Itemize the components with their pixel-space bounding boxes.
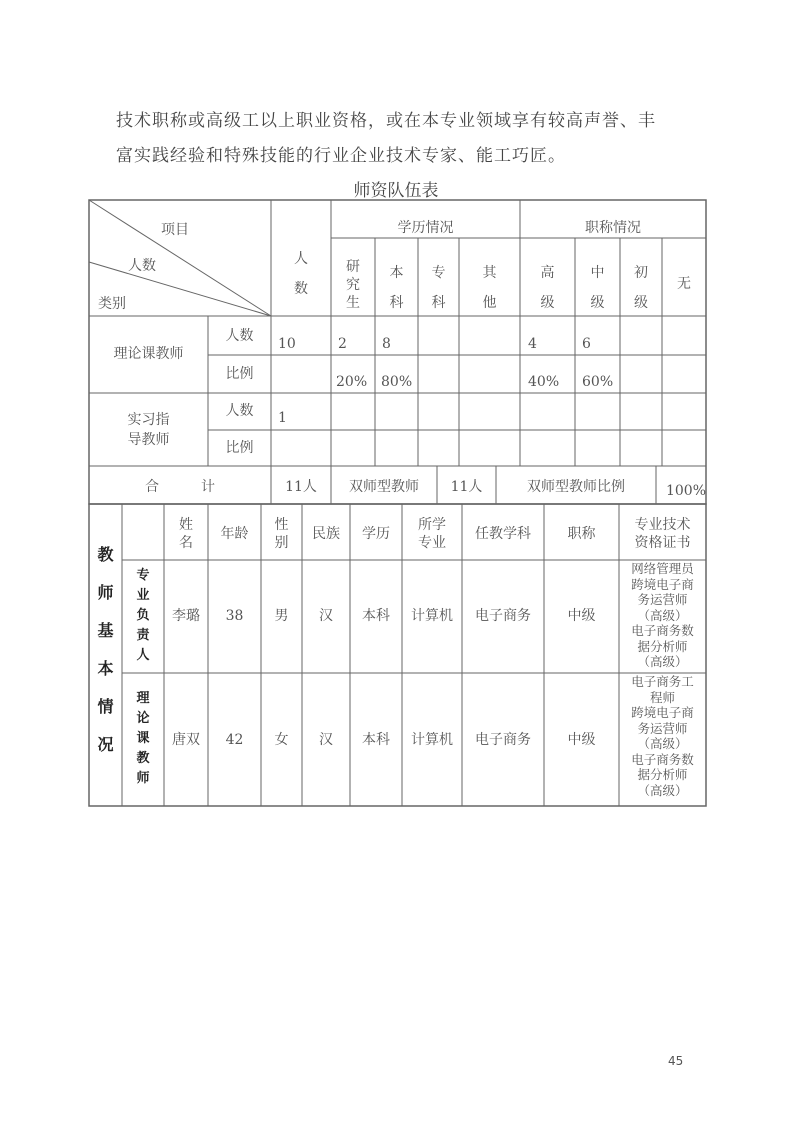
header-category-label: 类别 bbox=[98, 296, 126, 312]
cell-middle: 6 bbox=[582, 336, 591, 352]
header-title-junior: 初 级 bbox=[634, 265, 648, 311]
cell-senior-ratio: 40% bbox=[528, 374, 560, 390]
header-edu-graduate: 研 究 生 bbox=[346, 259, 360, 311]
cell-senior: 4 bbox=[528, 336, 537, 352]
page-number: 45 bbox=[668, 1054, 684, 1068]
dual-teacher-label: 双师型教师 bbox=[349, 479, 419, 495]
header-title-none: 无 bbox=[677, 276, 691, 292]
cell-major: 计算机 bbox=[411, 608, 453, 624]
header-title-group: 职称情况 bbox=[585, 220, 641, 236]
cell-middle-ratio: 60% bbox=[582, 374, 614, 390]
cell-certs: 电子商务工 程师 跨境电子商 务运营师 （高级） 电子商务数 据分析师 （高级） bbox=[631, 674, 694, 798]
row-sub-count: 人数 bbox=[225, 328, 254, 344]
col-header-subject: 任教学科 bbox=[475, 526, 531, 542]
col-header-title: 职称 bbox=[567, 526, 596, 542]
cell-gender: 男 bbox=[274, 608, 289, 624]
body-paragraph-line2: 富实践经验和特殊技能的行业企业技术专家、能工巧匠。 bbox=[116, 146, 566, 166]
cell-graduate-ratio: 20% bbox=[336, 374, 368, 390]
row-sub-ratio: 比例 bbox=[225, 440, 254, 456]
cell-title: 中级 bbox=[567, 732, 596, 748]
cell-graduate: 2 bbox=[338, 336, 347, 352]
cell-title: 中级 bbox=[567, 608, 596, 624]
body-paragraph-line1: 技术职称或高级工以上职业资格，或在本专业领域享有较高声誉、丰 bbox=[116, 111, 656, 131]
col-header-ethnicity: 民族 bbox=[312, 526, 340, 542]
col-header-name: 姓 名 bbox=[179, 517, 193, 551]
cell-subject: 电子商务 bbox=[475, 732, 531, 748]
col-header-education: 学历 bbox=[362, 526, 390, 542]
cell-name: 李璐 bbox=[172, 608, 200, 624]
total-value: 11人 bbox=[285, 479, 317, 495]
cell-name: 唐双 bbox=[172, 732, 200, 748]
col-header-major: 所学 专业 bbox=[418, 517, 446, 551]
header-count-column: 人 数 bbox=[294, 251, 308, 297]
cell-age: 38 bbox=[225, 608, 244, 624]
cell-major: 计算机 bbox=[411, 732, 453, 748]
header-count-label: 人数 bbox=[128, 258, 156, 274]
row-sub-count: 人数 bbox=[225, 403, 254, 419]
col-header-gender: 性 别 bbox=[274, 517, 289, 551]
cell-age: 42 bbox=[225, 732, 244, 748]
cell-ethnicity: 汉 bbox=[319, 732, 333, 748]
dual-ratio-label: 双师型教师比例 bbox=[527, 479, 625, 495]
row-category-theory: 理论课教师 bbox=[113, 346, 184, 362]
side-label: 教 师 基 本 情 况 bbox=[97, 545, 114, 754]
cell-gender: 女 bbox=[274, 732, 289, 748]
dual-teacher-value: 11人 bbox=[450, 479, 483, 495]
header-item-label: 项目 bbox=[161, 222, 189, 238]
header-edu-college: 专 科 bbox=[431, 265, 446, 311]
header-education-group: 学历情况 bbox=[397, 220, 454, 236]
cell-education: 本科 bbox=[362, 732, 390, 748]
col-header-certs: 专业技术 资格证书 bbox=[634, 517, 691, 551]
table-title: 师资队伍表 bbox=[353, 181, 439, 201]
row-role: 专 业 负 责 人 bbox=[136, 568, 150, 663]
header-title-middle: 中 级 bbox=[590, 265, 605, 311]
col-header-age: 年龄 bbox=[220, 526, 249, 542]
cell-ethnicity: 汉 bbox=[319, 608, 333, 624]
total-label: 合 计 bbox=[145, 479, 215, 495]
header-edu-bachelor: 本 科 bbox=[389, 265, 404, 311]
cell-bachelor: 8 bbox=[382, 336, 391, 352]
cell-subject: 电子商务 bbox=[475, 608, 531, 624]
header-edu-other: 其 他 bbox=[482, 265, 497, 311]
header-title-senior: 高 级 bbox=[540, 265, 555, 311]
cell-count: 1 bbox=[278, 410, 287, 426]
row-sub-ratio: 比例 bbox=[225, 366, 254, 382]
dual-ratio-value: 100% bbox=[665, 483, 706, 499]
row-category-practice: 实习指 导教师 bbox=[127, 412, 170, 448]
cell-education: 本科 bbox=[362, 608, 390, 624]
row-role: 理 论 课 教 师 bbox=[136, 691, 150, 786]
cell-certs: 网络管理员 跨境电子商 务运营师 （高级） 电子商务数 据分析师 （高级） bbox=[631, 561, 694, 669]
cell-bachelor-ratio: 80% bbox=[381, 374, 413, 390]
cell-count: 10 bbox=[278, 336, 296, 352]
